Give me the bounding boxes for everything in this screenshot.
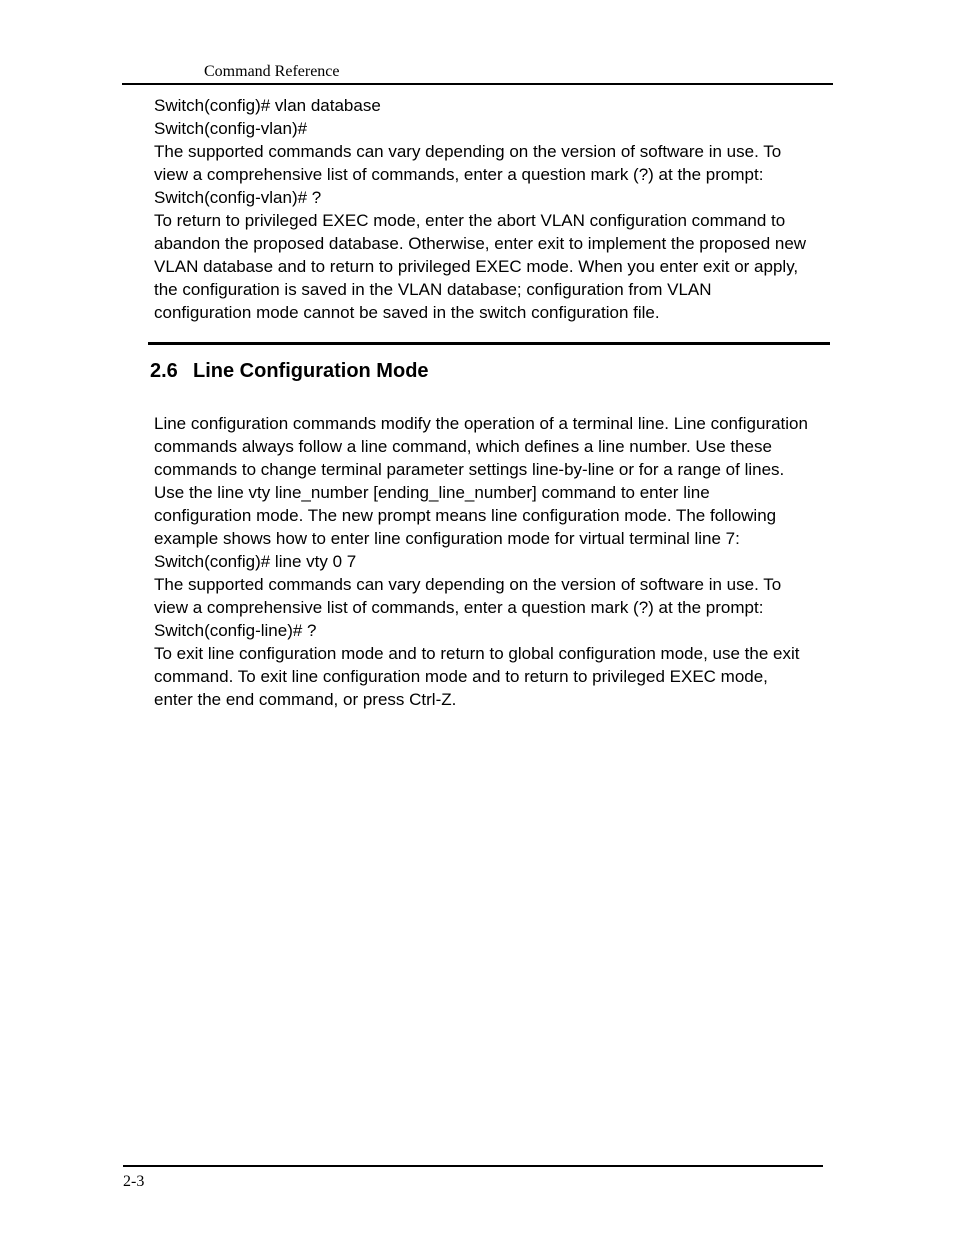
- footer-rule: [123, 1165, 823, 1167]
- text-line: Use the line vty line_number [ending_line_number] command to enter line: [154, 483, 710, 502]
- text-line: Switch(config-vlan)#: [154, 119, 308, 138]
- section-title: Line Configuration Mode: [193, 360, 429, 382]
- text-line: view a comprehensive list of commands, enter a question mark (?) at the prompt:: [154, 598, 764, 617]
- running-header: Command Reference: [204, 63, 340, 80]
- text-line: Switch(config-vlan)# ?: [154, 188, 322, 207]
- header-rule: [122, 83, 833, 85]
- section-number: 2.6: [150, 360, 178, 382]
- bottom-text-block: [154, 412, 844, 711]
- text-line: commands to change terminal parameter settings line-by-line or for a range of lines.: [154, 460, 785, 479]
- text-line: example shows how to enter line configuration mode for virtual terminal line 7:: [154, 529, 740, 548]
- text-line: To return to privileged EXEC mode, enter the abort VLAN configuration command to: [154, 211, 786, 230]
- top-text-block: [154, 94, 844, 324]
- text-line: enter the end command, or press Ctrl-Z.: [154, 690, 457, 709]
- section-heading: [150, 358, 429, 384]
- text-line: configuration mode. The new prompt means line configuration mode. The following: [154, 506, 777, 525]
- section-rule: [148, 342, 830, 345]
- text-line: configuration mode cannot be saved in the switch configuration file.: [154, 303, 660, 322]
- text-line: commands always follow a line command, which defines a line number. Use these: [154, 437, 772, 456]
- text-line: Line configuration commands modify the operation of a terminal line. Line configuration: [154, 414, 808, 433]
- text-line: The supported commands can vary depending on the version of software in use. To: [154, 575, 782, 594]
- text-line: The supported commands can vary depending on the version of software in use. To: [154, 142, 782, 161]
- text-line: VLAN database and to return to privileged EXEC mode. When you enter exit or apply,: [154, 257, 799, 276]
- text-line: Switch(config)# vlan database: [154, 96, 381, 115]
- text-line: the configuration is saved in the VLAN database; configuration from VLAN: [154, 280, 712, 299]
- page-number: 2-3: [123, 1173, 145, 1190]
- text-line: view a comprehensive list of commands, enter a question mark (?) at the prompt:: [154, 165, 764, 184]
- text-line: Switch(config)# line vty 0 7: [154, 552, 357, 571]
- text-line: abandon the proposed database. Otherwise, enter exit to implement the proposed new: [154, 234, 807, 253]
- text-line: To exit line configuration mode and to return to global configuration mode, use the exit: [154, 644, 800, 663]
- text-line: Switch(config-line)# ?: [154, 621, 317, 640]
- text-line: command. To exit line configuration mode and to return to privileged EXEC mode,: [154, 667, 768, 686]
